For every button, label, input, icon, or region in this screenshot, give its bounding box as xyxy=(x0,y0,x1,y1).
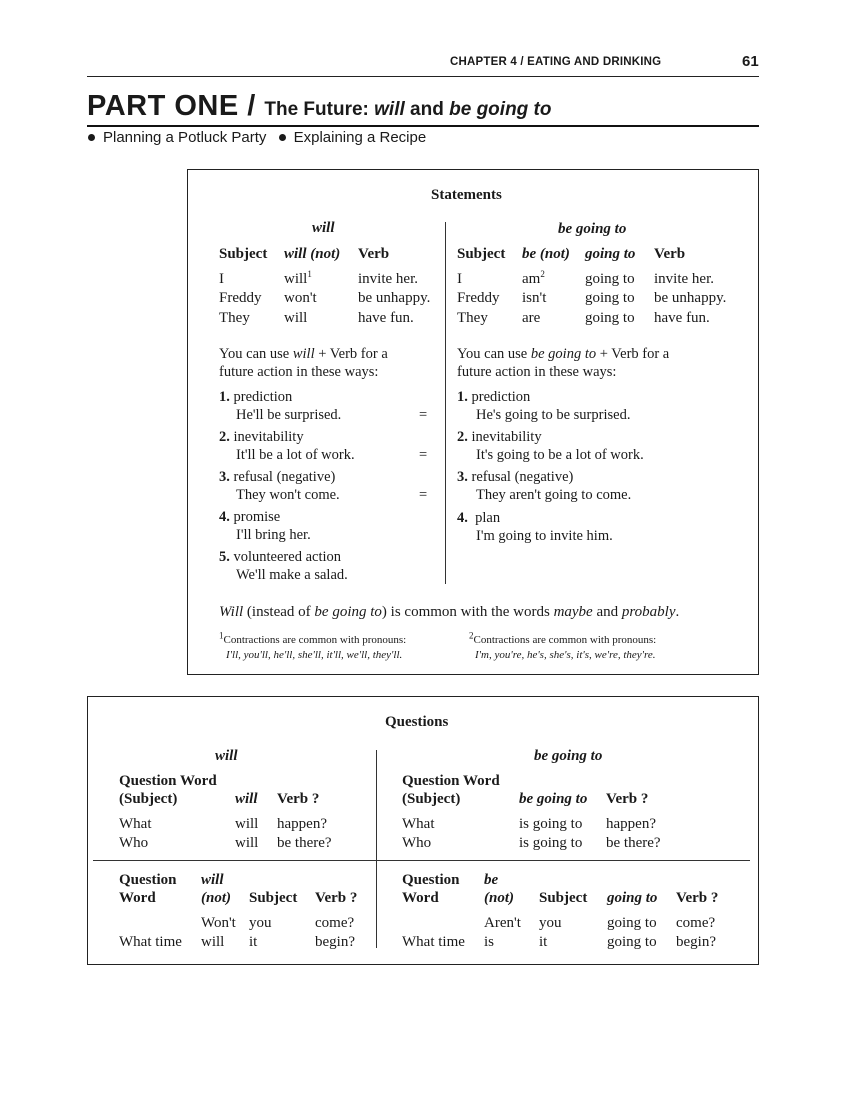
be-going-to-heading: be going to xyxy=(534,748,603,764)
equals-sign: = xyxy=(419,447,428,463)
questions-heading: Questions xyxy=(385,714,449,730)
part-label: PART ONE xyxy=(87,90,239,122)
table-cell: will xyxy=(235,816,259,832)
usage-item: 1. prediction xyxy=(457,389,531,405)
equals-sign: = xyxy=(419,407,428,423)
col-header-be-going-to: be going to xyxy=(519,791,588,807)
footnote: I'm, you're, he's, she's, it's, we're, they're. xyxy=(475,649,656,661)
table-cell: What time xyxy=(402,934,465,950)
equals-sign: = xyxy=(419,487,428,503)
column-divider xyxy=(376,750,377,948)
col-header-subject: Subject xyxy=(457,246,506,262)
table-cell: going to xyxy=(585,310,635,326)
footnote-ref: 1 xyxy=(307,269,312,279)
table-cell: will xyxy=(284,310,308,326)
table-cell: going to xyxy=(607,915,657,931)
will-heading: will xyxy=(215,748,238,764)
col-header-going-to: going to xyxy=(585,246,636,262)
col-header-will: will xyxy=(235,791,258,807)
table-cell: have fun. xyxy=(358,310,414,326)
table-cell: going to xyxy=(585,271,635,287)
table-cell: be unhappy. xyxy=(654,290,727,306)
usage-example: It'll be a lot of work. xyxy=(236,447,355,463)
col-header-be-not: be (not) xyxy=(522,246,570,262)
col-header-verb: Verb ? xyxy=(277,791,320,807)
col-header-question-word: Question Word xyxy=(402,773,500,789)
table-cell: will xyxy=(235,835,259,851)
be-going-to-heading: be going to xyxy=(558,221,627,237)
table-cell: Aren't xyxy=(484,915,521,931)
col-header-subject: Subject xyxy=(249,890,298,906)
table-cell: Who xyxy=(119,835,149,851)
table-cell: I xyxy=(457,271,462,287)
usage-example: He's going to be surprised. xyxy=(476,407,631,423)
table-cell: going to xyxy=(585,290,635,306)
usage-intro: You can use be going to + Verb for a xyxy=(457,346,670,362)
usage-example: I'm going to invite him. xyxy=(476,528,613,544)
usage-note: Will (instead of be going to) is common with the words maybe and probably. xyxy=(219,604,680,620)
usage-example: They won't come. xyxy=(236,487,340,503)
usage-intro: future action in these ways: xyxy=(457,364,617,380)
usage-item: 5. volunteered action xyxy=(219,549,341,565)
col-header-question-word: Question Word xyxy=(119,773,217,789)
page-number: 61 xyxy=(742,53,759,70)
table-cell: Freddy xyxy=(457,290,500,306)
col-header-verb: Verb ? xyxy=(606,791,649,807)
table-cell: be there? xyxy=(606,835,661,851)
column-divider xyxy=(445,222,446,584)
usage-example: We'll make a salad. xyxy=(236,567,348,583)
col-header-verb: Verb xyxy=(654,246,686,262)
running-head: CHAPTER 4 / EATING AND DRINKING xyxy=(450,56,662,68)
col-header-question: Question xyxy=(402,872,460,888)
table-cell: going to xyxy=(607,934,657,950)
subtitle-item: Planning a Potluck Party xyxy=(103,129,267,146)
table-cell: happen? xyxy=(277,816,327,832)
usage-item: 2. inevitability xyxy=(219,429,304,445)
col-header-not: (not) xyxy=(201,890,231,906)
col-header-will-not: will (not) xyxy=(284,246,341,262)
statements-heading: Statements xyxy=(431,187,502,203)
header-rule xyxy=(87,76,759,77)
col-header-verb: Verb ? xyxy=(315,890,358,906)
table-cell: be unhappy. xyxy=(358,290,431,306)
table-cell: I xyxy=(219,271,224,287)
usage-item: 4. plan xyxy=(457,510,501,526)
row-divider xyxy=(93,860,750,861)
table-cell: begin? xyxy=(315,934,355,950)
table-cell: you xyxy=(539,915,562,931)
usage-example: I'll bring her. xyxy=(236,527,311,543)
footnote-ref: 2 xyxy=(540,269,545,279)
table-cell: come? xyxy=(315,915,355,931)
table-cell: won't xyxy=(284,290,317,306)
table-cell: is xyxy=(484,934,495,950)
title-will: will xyxy=(374,99,405,120)
usage-intro: future action in these ways: xyxy=(219,364,379,380)
col-header-verb: Verb xyxy=(358,246,390,262)
footnote: $^2$Contractions are common with pronouns: xyxy=(469,630,657,646)
table-cell: is going to xyxy=(519,835,583,851)
usage-intro: You can use will + Verb for a xyxy=(219,346,388,362)
usage-example: It's going to be a lot of work. xyxy=(476,447,644,463)
table-cell: you xyxy=(249,915,272,931)
table-cell: invite her. xyxy=(358,271,418,287)
table-cell: begin? xyxy=(676,934,716,950)
table-cell: isn't xyxy=(522,290,547,306)
table-cell: will xyxy=(201,934,225,950)
footnote: $^1$Contractions are common with pronouns: xyxy=(219,630,407,646)
usage-item: 3. refusal (negative) xyxy=(219,469,336,485)
subtitle xyxy=(88,129,426,146)
table-cell: $am^2$ xyxy=(522,269,545,287)
table-cell: is going to xyxy=(519,816,583,832)
usage-item: 2. inevitability xyxy=(457,429,542,445)
table-cell: are xyxy=(522,310,541,326)
col-header-word: Word xyxy=(402,890,439,906)
table-cell: have fun. xyxy=(654,310,710,326)
col-header-subject: Subject xyxy=(539,890,588,906)
table-cell: Won't xyxy=(201,915,236,931)
title-rule xyxy=(87,125,759,127)
table-cell: be there? xyxy=(277,835,332,851)
col-header-question-word: (Subject) xyxy=(402,791,461,807)
table-cell: Who xyxy=(402,835,432,851)
usage-example: They aren't going to come. xyxy=(476,487,632,503)
page-title xyxy=(87,90,552,123)
table-cell: invite her. xyxy=(654,271,714,287)
table-cell: will$^1$ xyxy=(284,269,312,287)
col-header-will: will xyxy=(201,872,224,888)
table-cell: What xyxy=(402,816,435,832)
col-header-question: Question xyxy=(119,872,177,888)
bullet-icon xyxy=(279,134,286,141)
col-header-going-to: going to xyxy=(607,890,658,906)
table-cell: it xyxy=(249,934,258,950)
subtitle-item: Explaining a Recipe xyxy=(293,129,427,146)
title-be-going-to: be going to xyxy=(449,99,552,120)
col-header-be: be xyxy=(484,872,499,888)
table-cell: What xyxy=(119,816,152,832)
table-cell: They xyxy=(457,310,488,326)
table-cell: happen? xyxy=(606,816,656,832)
table-cell: it xyxy=(539,934,548,950)
table-cell: What time xyxy=(119,934,182,950)
col-header-question-word: (Subject) xyxy=(119,791,178,807)
usage-example: He'll be surprised. xyxy=(236,407,342,423)
footnote: I'll, you'll, he'll, she'll, it'll, we'll, they'll. xyxy=(226,649,403,661)
title-text: The Future: xyxy=(264,99,375,120)
table-cell: Freddy xyxy=(219,290,262,306)
col-header-not: (not) xyxy=(484,890,514,906)
usage-item: 4. promise xyxy=(219,509,281,525)
title-and: and xyxy=(404,99,450,120)
col-header-word: Word xyxy=(119,890,156,906)
col-header-verb: Verb ? xyxy=(676,890,719,906)
table-cell: come? xyxy=(676,915,716,931)
col-header-subject: Subject xyxy=(219,246,268,262)
title-slash: / xyxy=(238,90,265,122)
usage-item: 3. refusal (negative) xyxy=(457,469,574,485)
table-cell: They xyxy=(219,310,250,326)
usage-item: 1. prediction xyxy=(219,389,293,405)
will-heading: will xyxy=(312,220,335,236)
bullet-icon xyxy=(88,134,95,141)
